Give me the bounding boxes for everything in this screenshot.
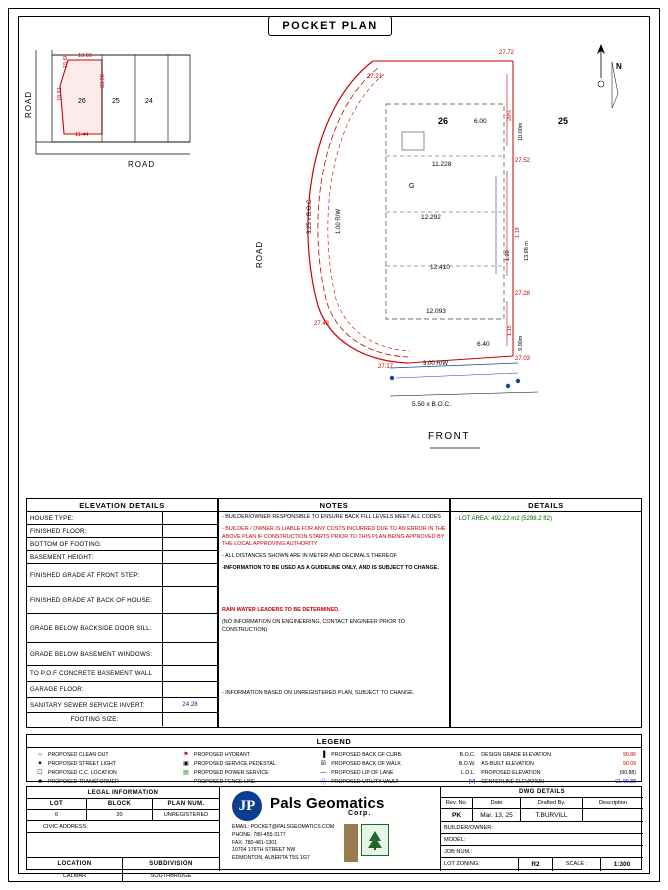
legend-header: LEGEND	[27, 735, 641, 748]
legend-item: ▐ PROPOSED BACK OF CURB.	[315, 750, 438, 759]
legend-item: B.O.W.	[458, 760, 476, 767]
table-row: SANITARY SEWER SERVICE INVERT: 24.28	[27, 698, 217, 713]
keymap-lot-25: 25	[112, 98, 120, 105]
hydrant-icon: ⚑	[183, 752, 189, 758]
legend-column-5	[478, 750, 589, 786]
dim-vert-right-3: 9.00m	[518, 335, 524, 351]
legend-panel	[26, 734, 642, 786]
details-header: DETAILS	[451, 499, 641, 512]
legend-column-6	[589, 750, 639, 786]
dwg-details-header: DWG DETAILS	[441, 787, 643, 798]
table-row: FINISHED GRADE AT FRONT STEP:	[27, 564, 217, 587]
legend-column-3	[312, 750, 441, 786]
legend-item: B.O.C.	[459, 751, 476, 758]
fence-line-icon: —	[183, 778, 189, 785]
transformer-icon: ■	[38, 778, 42, 785]
company-address-2: EDMONTON, ALBERTA T5S 1G7	[232, 855, 310, 862]
table-row: GRADE BELOW BASEMENT WINDOWS:	[27, 643, 217, 666]
legend-item: ✷ PROPOSED STREET LIGHT	[32, 759, 172, 768]
location-label: LOCATION	[27, 857, 123, 869]
table-row: TO P.O.F CONCRETE BASEMENT WALL	[27, 666, 217, 682]
plan-num-value[interactable]: UNREGISTERED	[153, 810, 219, 821]
dim-house-c: 12.410	[430, 264, 450, 271]
plan-lot-26: 26	[438, 116, 449, 126]
table-row: FOOTING SIZE:	[27, 713, 217, 726]
dim-rw-bottom: 3.00 R/W	[423, 361, 449, 367]
dim-vert-right-2: 13.98 m	[524, 241, 530, 261]
legend-column-2	[175, 750, 312, 786]
dim-top-left-arc: 27.21	[367, 74, 383, 80]
utility-vault-icon: Ⓥ	[320, 780, 327, 786]
dim-boc-bottom: 5.50 x B.O.C.	[412, 401, 452, 408]
lot-area-text: - LOT AREA: 492.22 m2 (5298.2 ft2)	[455, 516, 552, 522]
dim-bottom-left: 27.17	[378, 364, 394, 370]
lot-value[interactable]: 6	[27, 810, 87, 821]
dim-right-2: 27.28	[515, 291, 531, 297]
seal-strip-icon	[344, 824, 358, 862]
plan-lot-25: 25	[558, 116, 569, 126]
notes-body	[219, 512, 449, 704]
company-email: POCKET@PALSGEOMATICS.COM	[250, 824, 335, 830]
legend-item: [V]	[468, 778, 476, 785]
title-block	[26, 786, 642, 879]
page-title: POCKET PLAN	[268, 16, 392, 36]
north-arrow	[597, 44, 618, 108]
dim-side-yd-2: 1.19	[515, 227, 521, 238]
building-footprint	[386, 104, 504, 319]
street-light-icon: ✷	[37, 761, 43, 767]
back-of-walk-icon: ☒	[320, 761, 326, 767]
notes-header: NOTES	[219, 499, 449, 512]
legend-item: PROPOSED ELEVATION	[481, 769, 541, 776]
builder-owner-row[interactable]: BUILDER/OWNER:	[441, 822, 643, 834]
subdivision-label: SUBDIVISION	[123, 857, 219, 869]
legend-item: L.O.L.	[461, 769, 476, 776]
legend-item: ○ PROPOSED CLEAN OUT	[32, 750, 172, 759]
table-row: BASEMENT HEIGHT:	[27, 551, 217, 564]
company-address-1: 10704 176TH STREET NW	[232, 847, 296, 854]
note-item: - BUILDER/OWNER RESPONSIBLE TO ENSURE BACK FILL LEVELS MEET ALL CODES	[222, 514, 441, 520]
dim-top-right: 27.72	[499, 50, 515, 56]
dim-house-a: 11.228	[432, 161, 452, 168]
block-label: BLOCK	[87, 799, 153, 810]
company-phone: 780-455-3177	[253, 831, 286, 838]
plan-road-label: ROAD	[255, 240, 264, 268]
dim-right-3: 27.03	[515, 356, 531, 362]
keymap-lot-26: 26	[78, 98, 86, 105]
keymap-dim-3: 33.98	[100, 74, 106, 88]
subdivision-value[interactable]: SOUTHBRIDGE	[123, 869, 219, 881]
table-row: GRADE BELOW BACKSIDE DOOR SILL:	[27, 614, 217, 643]
keymap-dim-1: 13.66	[78, 53, 92, 59]
dim-side-yd-3: 1.15	[507, 325, 513, 336]
legend-item: ▤ PROPOSED POWER SERVICE	[178, 768, 309, 777]
legend-item: — PROPOSED LIP OF LANE	[315, 768, 438, 777]
power-service-icon: ▤	[183, 770, 189, 776]
elevation-details-header: ELEVATION DETAILS	[27, 499, 217, 512]
block-value[interactable]: 20	[87, 810, 153, 821]
note-item: - ALL DISTANCES SHOWN ARE IN METER AND DECIMALS THEREOF.	[222, 553, 398, 560]
dim-vert-right-1: 10.00m	[518, 122, 524, 141]
keymap-dim-5: 11.44	[75, 132, 89, 138]
legal-info-header: LEGAL INFORMATION	[27, 787, 219, 799]
cc-location-icon: ☐	[37, 770, 43, 776]
note-item: - BUILDER / OWNER IS LIABLE FOR ANY COSTS INCURRED DUE TO AN ERROR IN THE ABOVE PLAN IF CONSTRUCTION STARTS PRIOR TO THIS PLAN BEING APPROVED BY THE LOCAL APPROVING AUTHORITY	[222, 525, 446, 548]
dwg-date-value[interactable]: Mar. 13, 25	[473, 809, 521, 822]
dim-house-b: 12.292	[421, 214, 441, 221]
lot-zoning-label: LOT ZONING:	[441, 858, 519, 871]
notes-warning-body: (NO INFORMATION ON ENGINEERING, CONTACT ENGINEER PRIOR TO CONSTRUCTION)	[222, 618, 406, 633]
company-name: Pals Geomatics	[270, 795, 385, 812]
dwg-col-drafted: Drafted By.	[521, 798, 583, 809]
legend-item: 90.09	[623, 760, 636, 767]
legend-item: AS-BUILT ELEVATION	[481, 760, 534, 767]
legend-item: Ⓥ PROPOSED UTILITY VAULT	[315, 777, 438, 786]
service-pedestal-icon: ▣	[183, 761, 189, 767]
dim-setback-front: 6.00	[474, 118, 487, 125]
legend-column-4	[441, 750, 479, 786]
keymap-road-bottom-label: ROAD	[128, 160, 156, 169]
company-contact: EMAIL: POCKET@PALSGEOMATICS.COM PHONE: 780-455-3177 FAX: 780-481-1301 10704 176TH STREET NW EDMONTON, ALBERTA T5S 1G7	[232, 824, 335, 862]
scale-label: SCALE :	[553, 858, 601, 871]
model-row[interactable]: MODEL:	[441, 834, 643, 846]
site-plan-drawing	[18, 16, 650, 486]
civic-address-row[interactable]: CIVIC ADDRESS:	[27, 821, 219, 833]
notes-panel	[218, 498, 450, 728]
keymap-dim-4: 18.91	[57, 87, 63, 101]
lot-label: LOT	[27, 799, 87, 810]
company-fax: 780-481-1301	[244, 839, 278, 846]
north-label: N	[616, 62, 622, 71]
table-row: GARAGE FLOOR:	[27, 682, 217, 698]
dim-setback-rear: 6.40	[477, 341, 490, 348]
clean-out-icon: ○	[38, 751, 42, 758]
lot-zoning-value[interactable]: R2	[519, 858, 553, 871]
dim-left-bulge: 27.43	[314, 321, 330, 327]
legend-item: 90.86	[623, 751, 636, 758]
keymap-dim-2: 15.60	[63, 54, 69, 68]
dim-house-d: 12.093	[426, 308, 446, 315]
legend-item: ▣ PROPOSED SERVICE PEDESTAL	[178, 759, 309, 768]
company-suffix: Corp.	[348, 810, 372, 817]
dim-pct-20: 20%	[507, 109, 513, 121]
dwg-desc-value[interactable]	[583, 809, 643, 822]
notes-warning-title: RAIN WATER LEADERS TO BE DETERMINED.	[222, 606, 340, 613]
keymap-road-left-label: ROAD	[24, 90, 33, 118]
dwg-drafted-value[interactable]: T.BURVILL	[521, 809, 583, 822]
dwg-col-date: Date	[473, 798, 521, 809]
details-body	[451, 512, 641, 526]
dwg-col-rev: Rev. No.	[441, 798, 473, 809]
legend-item: ☒ PROPOSED BACK OF WALK	[315, 759, 438, 768]
legend-column-1	[29, 750, 175, 786]
legend-item: CL 90.88	[615, 778, 636, 785]
company-block	[219, 787, 441, 871]
note-item: -INFORMATION TO BE USED AS A GUIDELINE ONLY, AND IS SUBJECT TO CHANGE.	[222, 565, 439, 572]
table-row: FINISHED FLOOR:	[27, 525, 217, 538]
dim-left-rw: 1.00 R/W	[336, 208, 342, 234]
legend-item: CENTERLINE ELEVATION	[481, 778, 544, 785]
legend-item: — PROPOSED FENCE LINE	[178, 777, 309, 786]
dwg-col-desc: Description	[583, 798, 643, 809]
table-row: FINISHED GRADE AT BACK OF HOUSE:	[27, 587, 217, 614]
pals-logo-icon: JP	[232, 791, 262, 821]
legend-item: ■ PROPOSED TRANSFORMER	[32, 777, 172, 786]
table-row: HOUSE TYPE:	[27, 512, 217, 525]
scale-value[interactable]: 1:300	[613, 861, 631, 868]
elevation-details-table	[26, 498, 218, 728]
dim-right-1: 27.52	[515, 158, 531, 164]
dim-left-boc: 3.25 x B.O.C.	[307, 197, 313, 234]
details-panel	[450, 498, 642, 728]
green-logo-icon	[361, 824, 389, 856]
garage-label: G	[409, 183, 415, 190]
legend-item: ☐ PROPOSED C.C. LOCATION	[32, 768, 172, 777]
back-of-curb-icon: ▐	[321, 751, 326, 758]
lip-of-lane-icon: —	[320, 769, 327, 776]
civic-address-value[interactable]	[27, 833, 219, 857]
notes-footer: - INFORMATION BASED ON UNREGISTERED PLAN, SUBJECT TO CHANGE.	[222, 690, 415, 697]
legend-item: DESIGN GRADE ELEVATION	[481, 751, 551, 758]
plan-num-label: PLAN NUM.	[153, 799, 219, 810]
table-row: BOTTOM OF FOOTING:	[27, 538, 217, 551]
dim-side-yd-1: 1.20	[505, 250, 511, 261]
location-value[interactable]: CALMAR	[27, 869, 123, 881]
dwg-rev-value[interactable]: PK	[441, 809, 473, 822]
legend-item: ⚑ PROPOSED HYDRANT	[178, 750, 309, 759]
legend-item: (90.88)	[619, 769, 636, 776]
job-num-row[interactable]: JOB NUM.:	[441, 846, 643, 858]
keymap-lot-24: 24	[145, 98, 153, 105]
plan-front-label: FRONT	[428, 431, 470, 442]
